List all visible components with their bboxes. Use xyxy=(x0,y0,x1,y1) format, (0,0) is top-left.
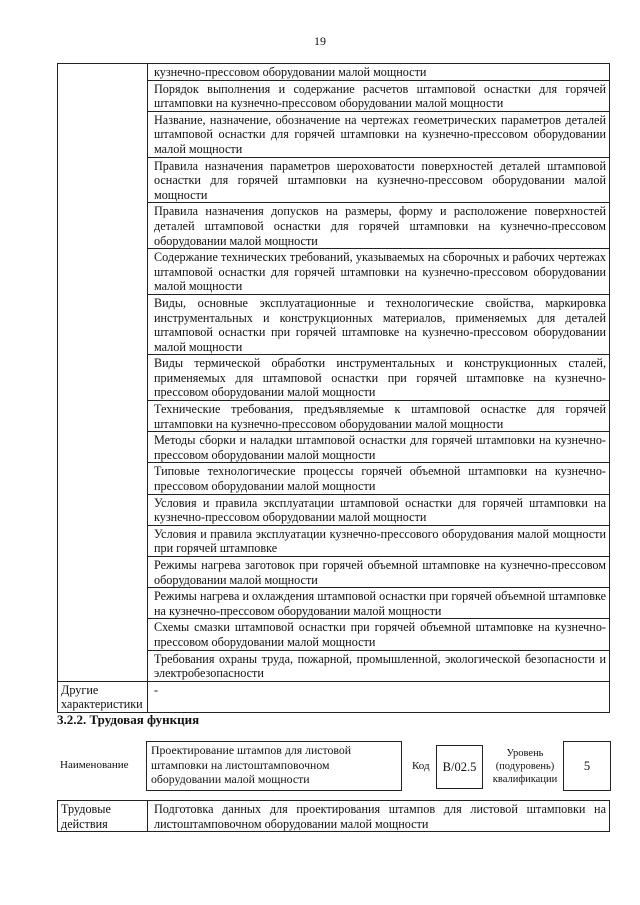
table-row xyxy=(58,64,610,81)
requirement-item: Технические требования, предъявляемые к штамповой оснастке для горячей штамповки на кузнечно-прессовом оборудовании малой мощности xyxy=(148,401,610,432)
labor-function-header xyxy=(57,738,612,796)
code-value-box: B/02.5 xyxy=(436,745,483,789)
requirement-item: Условия и правила эксплуатации штамповой оснастки для горячей штамповки на кузнечно-прессовом оборудовании малой мощности xyxy=(148,494,610,525)
requirement-item: Методы сборки и наладки штамповой оснастки для горячей штамповки на кузнечно-прессовом оборудовании малой мощности xyxy=(148,432,610,463)
qualification-level-label: Уровень (подуровень) квалификации xyxy=(492,748,558,785)
requirement-item: Условия и правила эксплуатации кузнечно-прессового оборудования малой мощности при горячей штамповке xyxy=(148,525,610,556)
requirement-item: Режимы нагрева заготовок при горячей объемной штамповке на кузнечно-прессовом оборудовании малой мощности xyxy=(148,557,610,588)
requirement-item: Правила назначения параметров шероховатости поверхностей деталей штамповой оснастки для горячей штамповки на кузнечно-прессовом оборудовании малой мощности xyxy=(148,157,610,203)
requirement-item: Требования охраны труда, пожарной, промышленной, экологической безопасности и электробезопасности xyxy=(148,650,610,681)
other-characteristics-label: Другие характеристики xyxy=(58,681,148,712)
section-title: 3.2.2. Трудовая функция xyxy=(57,712,200,727)
requirement-item: Название, назначение, обозначение на чертежах геометрических параметров деталей штамповой оснастки для горячей штамповки на кузнечно-прессовом оборудовании малой мощности xyxy=(148,111,610,157)
requirement-item: кузнечно-прессовом оборудовании малой мощности xyxy=(148,64,610,81)
page-number: 19 xyxy=(314,34,326,48)
requirement-item: Содержание технических требований, указываемых на сборочных и рабочих чертежах штамповой оснастки для горячей штамповки на кузнечно-прессовом оборудовании малой мощности xyxy=(148,249,610,295)
requirement-item: Виды, основные эксплуатационные и технологические свойства, маркировка инструментальных и конструкционных материалов, применяемых для деталей штамповой оснастки при горячей штамповке на кузнечно-прессовом оборудовании малой мощности xyxy=(148,294,610,354)
requirement-item: Порядок выполнения и содержание расчетов штамповой оснастки для горячей штамповки на кузнечно-прессовом оборудовании малой мощности xyxy=(148,80,610,111)
table-row xyxy=(58,681,610,712)
table-row xyxy=(58,801,610,832)
labor-actions-label: Трудовые действия xyxy=(58,801,148,832)
qualification-level-box: 5 xyxy=(563,741,611,791)
knowledge-requirements-table xyxy=(57,63,610,713)
name-value-box: Проектирование штампов для листовой штамповки на листоштамповочном оборудовании малой мощности xyxy=(146,741,402,791)
name-label: Наименование xyxy=(60,759,129,771)
requirement-item: Правила назначения допусков на размеры, форму и расположение поверхностей деталей штамповой оснастки для горячей штамповки на кузнечно-прессовом оборудовании малой мощности xyxy=(148,203,610,249)
requirement-item: Виды термической обработки инструментальных и конструкционных сталей, применяемых для штамповой оснастки при горячей штамповке на кузнечно-прессовом оборудовании малой мощности xyxy=(148,355,610,401)
requirement-item: Типовые технологические процессы горячей объемной штамповки на кузнечно-прессовом оборудовании малой мощности xyxy=(148,463,610,494)
labor-actions-table xyxy=(57,800,610,832)
other-characteristics-value: - xyxy=(148,681,610,712)
row-label-cell-empty xyxy=(58,64,148,682)
labor-actions-value: Подготовка данных для проектирования штампов для листовой штамповки на листоштамповочном оборудовании малой мощности xyxy=(148,801,610,832)
requirement-item: Схемы смазки штамповой оснастки при горячей объемной штамповке на кузнечно-прессовом оборудовании малой мощности xyxy=(148,619,610,650)
code-label: Код xyxy=(412,760,430,772)
requirement-item: Режимы нагрева и охлаждения штамповой оснастки при горячей объемной штамповке на кузнечно-прессовом оборудовании малой мощности xyxy=(148,588,610,619)
